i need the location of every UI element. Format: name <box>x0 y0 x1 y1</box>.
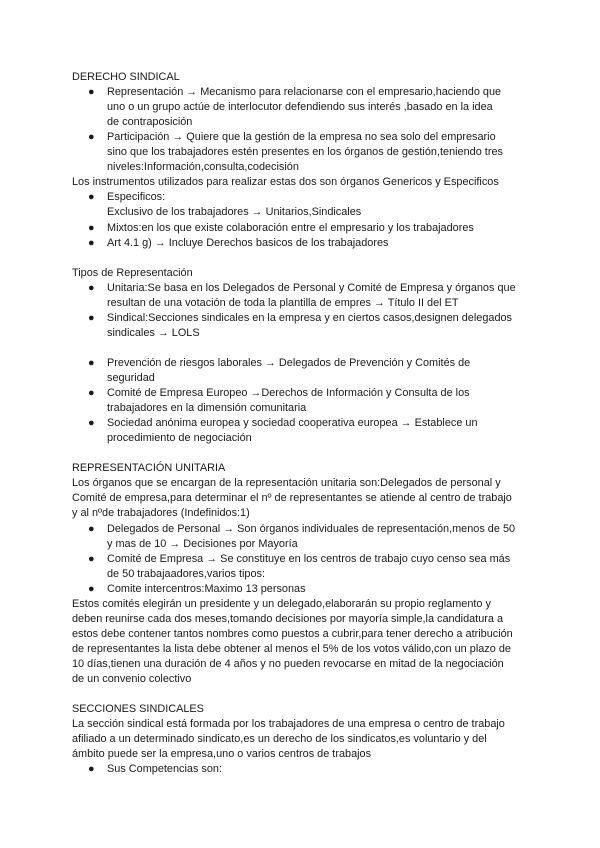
list-item-line: Representación → Mecanismo para relacionarse con el empresario,haciendo que <box>107 86 502 99</box>
paragraph-line: de representantes la lista debe obtener al menos el 5% de los votos válido,con un plazo de <box>72 642 511 655</box>
list-item-line: seguridad <box>107 372 155 384</box>
list-item-line: de contraposición <box>107 116 193 129</box>
list-item-line: trabajadores en la dimensión comunitaria <box>107 402 307 415</box>
paragraph-line: Comité de empresa,para determinar el nº de representantes se atiende al centro de trabajo <box>72 492 512 505</box>
list-item-line: Comité de Empresa Europeo →Derechos de Información y Consulta de los <box>107 387 470 400</box>
list-item-line: sino que los trabajadores estén presentes en los órganos de gestión,teniendo tres <box>107 146 503 159</box>
paragraph-line: Tipos de Representación <box>72 266 193 279</box>
list-item-line: Art 4.1 g) → Incluye Derechos basicos de los trabajadores <box>107 236 389 249</box>
paragraph-line: deben reunirse cada dos meses,tomando decisiones por mayoría simple,la candidatura a <box>72 612 504 625</box>
paragraph-line: DERECHO SINDICAL <box>72 71 180 83</box>
bullet-icon: ● <box>88 191 95 204</box>
list-item-line: Prevención de riesgos laborales → Delegados de Prevención y Comités de <box>107 356 471 369</box>
paragraph-line: Los órganos que se encargan de la representación unitaria son:Delegados de personal y <box>72 477 501 490</box>
paragraph-line: Estos comités elegirán un presidente y un delegado,elaborarán su propio reglamento y <box>72 597 491 610</box>
paragraph-line: SECCIONES SINDICALES <box>72 703 204 716</box>
list-item-line: Sus Competencias son: <box>107 763 223 776</box>
list-item-line: niveles:Información,consulta,codecisión <box>107 161 299 174</box>
bullet-icon: ● <box>88 281 95 294</box>
bullet-icon: ● <box>88 763 95 776</box>
paragraph-line: estos debe contener tantos nombres como puestos a cubrir,para tener derecho a atribución <box>72 627 513 640</box>
list-item-line: Especificos: <box>107 191 166 204</box>
bullet-icon: ● <box>88 311 95 324</box>
list-item-line: Mixtos:en los que existe colaboración entre el empresario y los trabajadores <box>107 221 474 234</box>
bullet-icon: ● <box>88 86 95 99</box>
list-item-line: sindicales → LOLS <box>107 326 200 339</box>
list-item-line: de 50 trabajaadores,varios tipos: <box>107 567 266 580</box>
paragraph-line: Los instrumentos utilizados para realizar estas dos son órganos Genericos y Especificos <box>72 176 499 189</box>
list-item-line: Comité de Empresa → Se constituye en los centros de trabajo cuyo censo sea más <box>107 552 511 565</box>
list-item-line: y mas de 10 → Decisiones por Mayoría <box>107 537 298 550</box>
bullet-icon: ● <box>88 552 95 565</box>
bullet-icon: ● <box>88 522 95 535</box>
bullet-icon: ● <box>88 236 95 249</box>
paragraph-line: de un convenio colectivo <box>72 673 192 685</box>
list-item-line: Sociedad anónima europea y sociedad cooperativa europea → Establece un <box>107 417 478 430</box>
list-item-line: uno o un grupo actúe de interlocutor defendiendo sus interés ,basado en la idea <box>107 101 493 114</box>
bullet-icon: ● <box>88 356 95 369</box>
paragraph-line: y al nºde trabajadores (Indefinidos:1) <box>72 507 250 520</box>
list-item-line: Sindical:Secciones sindicales en la empresa y en ciertos casos,designen delegados <box>107 311 513 324</box>
bullet-icon: ● <box>88 131 95 144</box>
paragraph-line: La sección sindical está formada por los trabajadores de una empresa o centro de trabajo <box>72 718 505 731</box>
list-item-line: resultan de una votación de toda la plantilla de empres → Título II del ET <box>107 296 459 309</box>
list-item-line: Participación → Quiere que la gestión de la empresa no sea solo del empresario <box>107 131 496 144</box>
paragraph-line: ámbito puede ser la empresa,uno o varios centros de trabajos <box>72 748 372 761</box>
list-item-line: procedimiento de negociación <box>107 432 252 445</box>
bullet-icon: ● <box>88 387 95 400</box>
bullet-icon: ● <box>88 221 95 234</box>
list-item-line: Delegados de Personal → Son órganos individuales de representación,menos de 50 <box>107 522 516 535</box>
list-item-line: Exclusivo de los trabajadores → Unitarios,Sindicales <box>107 206 362 219</box>
paragraph-line: REPRESENTACIÓN UNITARIA <box>72 462 226 475</box>
list-item-line: Unitaria:Se basa en los Delegados de Personal y Comité de Empresa y órganos que <box>107 281 516 294</box>
paragraph-line: 10 días,tienen una duración de 4 años y no pueden revocarse en mitad de la negociación <box>72 657 504 670</box>
paragraph-line: afiliado a un determinado sindicato,es un derecho de los sindicatos,es voluntario y del <box>72 733 487 746</box>
bullet-icon: ● <box>88 582 95 595</box>
list-item-line: Comite intercentros:Maximo 13 personas <box>107 582 306 595</box>
bullet-icon: ● <box>88 417 95 430</box>
